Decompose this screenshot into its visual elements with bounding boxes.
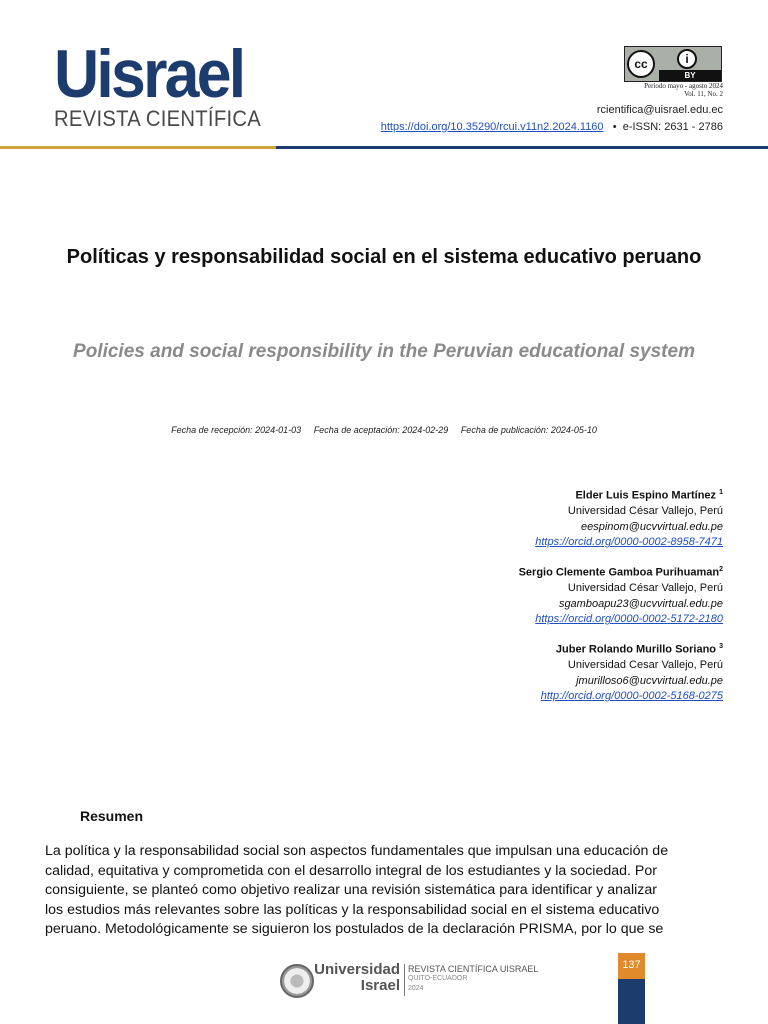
author-affiliation: Universidad César Vallejo, Perú	[567, 505, 723, 518]
eissn: e-ISSN: 2631 - 2786	[622, 121, 723, 133]
cc-by-license-badge[interactable]	[624, 46, 722, 82]
logo-subtitle: REVISTA CIENTÍFICA	[54, 106, 262, 131]
abstract-body	[45, 842, 725, 940]
author-block	[541, 639, 723, 705]
author-email[interactable]: eespinom@ucvvirtual.edu.pe	[580, 520, 723, 533]
author-name: Sergio Clemente Gamboa Purihuaman$^2$	[518, 566, 723, 579]
attribution-icon: i	[677, 49, 697, 69]
abstract-line: La política y la responsabilidad social son aspectos fundamentales que impulsan una educación de	[45, 843, 669, 859]
date-received: Fecha de recepción: 2024-01-03	[171, 425, 302, 435]
university-seal-icon	[280, 964, 314, 998]
issue-volume: Vol. 11, No. 2	[684, 90, 723, 98]
logo-wordmark: Uisrael	[54, 36, 244, 112]
author-email[interactable]: sgamboapu23@ucvvirtual.edu.pe	[558, 597, 723, 610]
date-accepted: Fecha de aceptación: 2024-02-29	[313, 425, 449, 435]
footer-journal: REVISTA CIENTÍFICA UISRAEL QUITO-ECUADOR 2024	[408, 964, 539, 992]
article-title-en: Policies and social responsibility in the Peruvian educational system	[73, 341, 695, 362]
abstract-heading: Resumen	[80, 808, 144, 824]
author-affiliation: Universidad Cesar Vallejo, Perú	[567, 659, 723, 672]
footer-university-logo	[280, 962, 560, 1002]
article-dates	[0, 425, 768, 435]
author-block	[535, 485, 723, 551]
cc-icon: cc	[627, 50, 655, 78]
header-rule-blue	[276, 146, 768, 149]
doi-link[interactable]: https://doi.org/10.35290/rcui.v11n2.2024.1160	[380, 121, 604, 133]
abstract-line: consiguiente, se planteó como objetivo realizar una revisión sistemática para identificar y analizar	[45, 882, 657, 898]
issue-info	[644, 82, 723, 98]
header-rule-gold	[0, 146, 276, 149]
author-name: Elder Luis Espino Martínez $^1$	[575, 489, 723, 502]
author-orcid-link[interactable]: https://orcid.org/0000-0002-8958-7471	[535, 536, 723, 549]
article-title-es: Políticas y responsabilidad social en el sistema educativo peruano	[66, 246, 702, 268]
date-published: Fecha de publicación: 2024-05-10	[460, 425, 597, 435]
author-email[interactable]: jmurilloso6@ucvvirtual.edu.pe	[576, 674, 723, 687]
footer-divider	[404, 964, 405, 996]
by-label: BY	[659, 70, 721, 81]
university-name: Universidad Israel	[314, 961, 400, 994]
author-block	[519, 562, 723, 628]
doi-line	[381, 121, 723, 133]
separator-bullet: •	[612, 121, 617, 133]
author-orcid-link[interactable]: https://orcid.org/0000-0002-5172-2180	[535, 613, 723, 626]
journal-logo	[54, 36, 274, 132]
author-name: Juber Rolando Murillo Soriano $^3$	[555, 643, 723, 656]
author-orcid-link[interactable]: http://orcid.org/0000-0002-5168-0275	[540, 690, 723, 703]
abstract-line: calidad, equitativa y comprometida con el desarrollo integral de los estudiantes y la sociedad. Por	[45, 862, 657, 879]
abstract-line: peruano. Metodológicamente se siguieron los postulados de la declaración PRISMA, por lo que se	[45, 921, 664, 937]
page-number: 137	[618, 953, 645, 979]
issue-period: Período mayo - agosto 2024	[644, 82, 723, 90]
abstract-line: los estudios más relevantes sobre las políticas y la responsabilidad social en el sistema educativo	[45, 901, 660, 918]
author-affiliation: Universidad César Vallejo, Perú	[567, 582, 723, 595]
journal-email[interactable]: rcientifica@uisrael.edu.ec	[596, 104, 723, 116]
